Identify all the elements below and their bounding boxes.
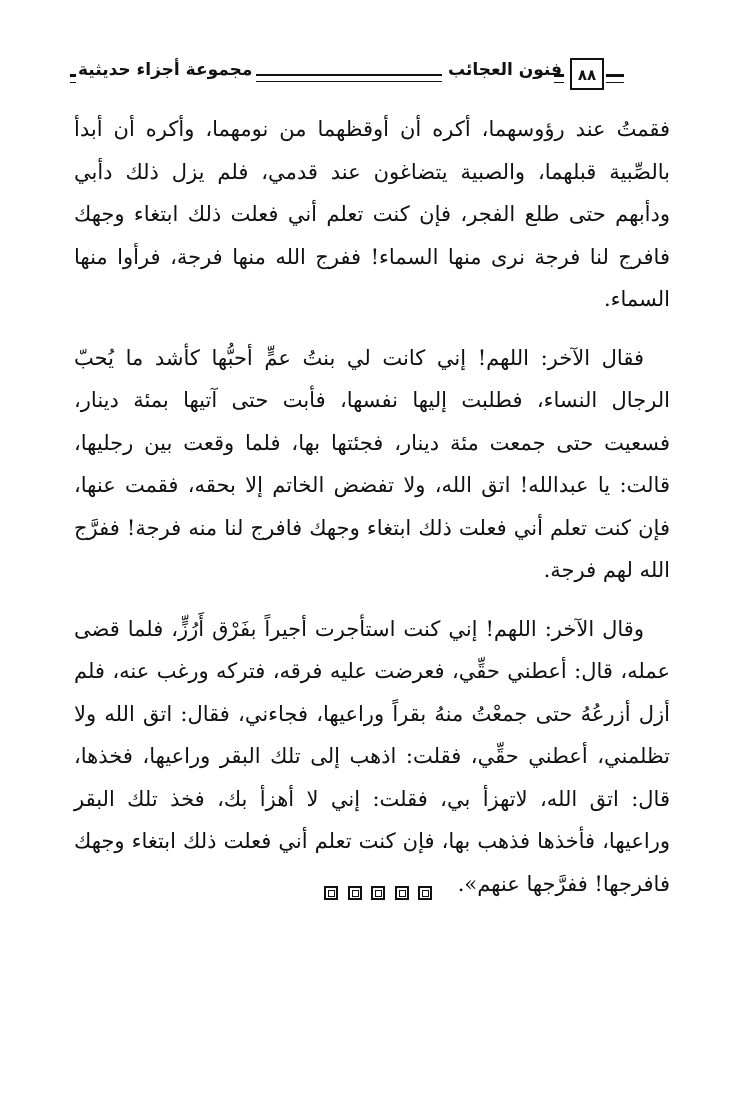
- header-rule-middle: [256, 74, 442, 82]
- series-title: مجموعة أجزاء حديثية: [78, 60, 253, 80]
- body-text: [74, 108, 670, 905]
- square-ornament-icon: [395, 886, 409, 900]
- header-rule-before-number: [554, 74, 564, 83]
- square-ornament-icon: [324, 886, 338, 900]
- square-ornament-icon: [418, 886, 432, 900]
- paragraph-1: فقمتُ عند رؤوسهما، أكره أن أوقظهما من نومهما، وأكره أن أبدأ بالصِّبية قبلهما، والصبية يتضاغون عند قدمي، فلم يزل ذلك دأبي ودأبهم حتى طلع الفجر، فإن كنت تعلم أني فعلت ذلك ابتغاء وجهك فافرج لنا فرجة نرى منها السماء! ففرج الله منها فرجة، فرأوا منها السماء.: [74, 117, 670, 311]
- page-number: ٨٨: [570, 58, 604, 90]
- running-header: [70, 58, 676, 94]
- end-ornament: [324, 884, 432, 904]
- chapter-title: فنون العجائب: [448, 60, 562, 80]
- header-rule-right-end: [606, 74, 624, 83]
- header-rule-left-end: [70, 74, 76, 83]
- paragraph-2: فقال الآخر: اللهم! إني كانت لي بنتُ عمٍّ أحبُّها كأشد ما يُحبّ الرجال النساء، فطلبت إليها نفسها، فأبت حتى آتيها بمئة دينار، فسعيت حتى جمعت مئة دينار، فجئتها بها، فلما وقعت بين رجليها، قالت: يا عبدالله! اتق الله، ولا تفضض الخاتم إلا بحقه، فقمت عنها، فإن كنت تعلم أني فعلت ذلك ابتغاء وجهك فافرج لنا منه فرجة! ففرَّج الله لهم فرجة.: [74, 345, 670, 582]
- square-ornament-icon: [371, 886, 385, 900]
- square-ornament-icon: [348, 886, 362, 900]
- paragraph-3: وقال الآخر: اللهم! إني كنت استأجرت أجيراً بفَرْق أَرُزٍّ، فلما قضى عمله، قال: أعطني حقِّي، فعرضت عليه فرقه، فتركه ورغب عنه، فلم أزل أزرعُهُ حتى جمعْتُ منهُ بقراً وراعيها، فجاءني، فقال: اتق الله ولا تظلمني، أعطني حقِّي، فقلت: اذهب إلى تلك البقر وراعيها، فخذها، قال: اتق الله، لاتهزأ بي، فقلت: إني لا أهزأ بك، فخذ تلك البقر وراعيها، فأخذها فذهب بها، فإن كنت تعلم أني فعلت ذلك ابتغاء وجهك فافرجها! ففرَّجها عنهم».: [74, 616, 670, 896]
